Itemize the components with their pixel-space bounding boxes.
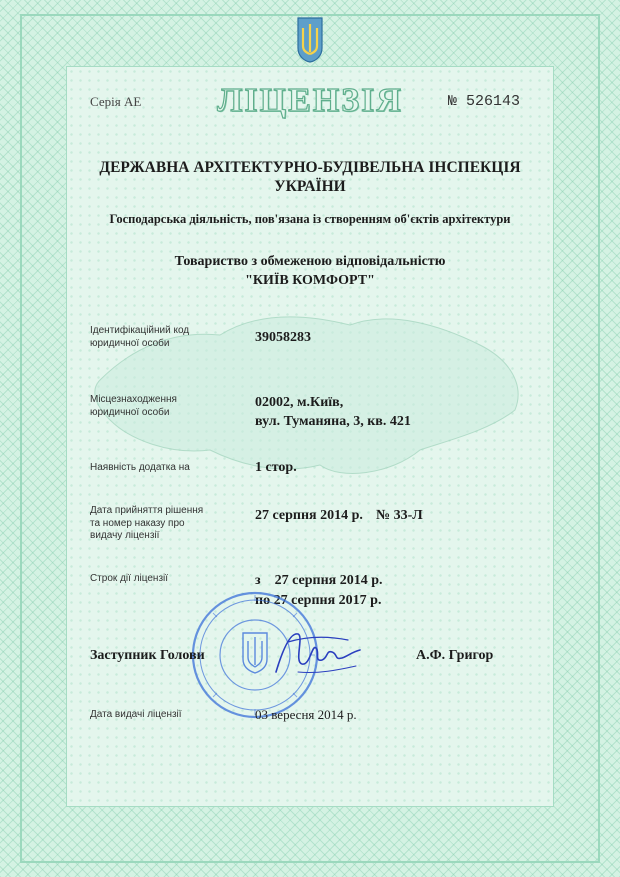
validity-to: по 27 серпня 2017 р.	[255, 593, 382, 608]
company-legal-form: Товариство з обмеженою відповідальністю	[174, 254, 446, 269]
decision-label-line-2: та номер наказу про	[90, 517, 185, 529]
decision-label	[90, 505, 230, 543]
authority-line-1: ДЕРЖАВНА АРХІТЕКТУРНО-БУДІВЕЛЬНА ІНСПЕКЦІЯ	[99, 159, 521, 176]
validity-label: Строк дії ліцензії	[90, 573, 169, 584]
location-label	[90, 394, 230, 419]
appendix-value: 1 стор.	[255, 460, 297, 475]
signatory-position: Заступник Голови	[90, 648, 205, 663]
validity-from: з 27 серпня 2014 р.	[255, 573, 383, 588]
ukraine-map-watermark	[90, 290, 530, 490]
issuing-authority	[80, 158, 540, 196]
location-label-line-1: Місцезнаходження	[90, 394, 177, 405]
location-value-line-1: 02002, м.Київ,	[255, 395, 344, 410]
license-number: № 526143	[448, 93, 521, 110]
id-code-value: 39058283	[255, 330, 311, 345]
series-label: Серія АЕ	[90, 94, 142, 109]
handwritten-signature	[268, 622, 368, 682]
id-code-label-line-2: юридичної особи	[90, 337, 170, 349]
location-value-line-2: вул. Туманяна, 3, кв. 421	[255, 414, 411, 429]
activity-type: Господарська діяльність, пов'язана із створенням об'єктів архітектури	[109, 212, 511, 226]
decision-date: 27 серпня 2014 р.	[255, 508, 363, 523]
signatory-name: А.Ф. Григор	[416, 648, 494, 663]
authority-line-2: УКРАЇНИ	[274, 178, 346, 195]
decision-order-number: № 33-Л	[376, 508, 423, 523]
issue-date-value: 03 вересня 2014 р.	[255, 707, 357, 722]
id-code-label	[90, 325, 230, 350]
company-name: "КИЇВ КОМФОРТ"	[245, 273, 375, 288]
decision-label-line-1: Дата прийняття рішення	[90, 505, 204, 516]
trident-emblem-icon	[290, 14, 330, 64]
id-code-label-line-1: Ідентифікаційний код	[90, 325, 190, 336]
document-title: ЛІЦЕНЗІЯ	[217, 82, 403, 119]
location-label-line-2: юридичної особи	[90, 406, 170, 418]
location-value	[255, 393, 411, 431]
issue-date-label: Дата видачі ліцензії	[90, 709, 182, 720]
decision-label-line-3: видачу ліцензії	[90, 530, 160, 541]
appendix-label: Наявність додатка на	[90, 462, 190, 473]
